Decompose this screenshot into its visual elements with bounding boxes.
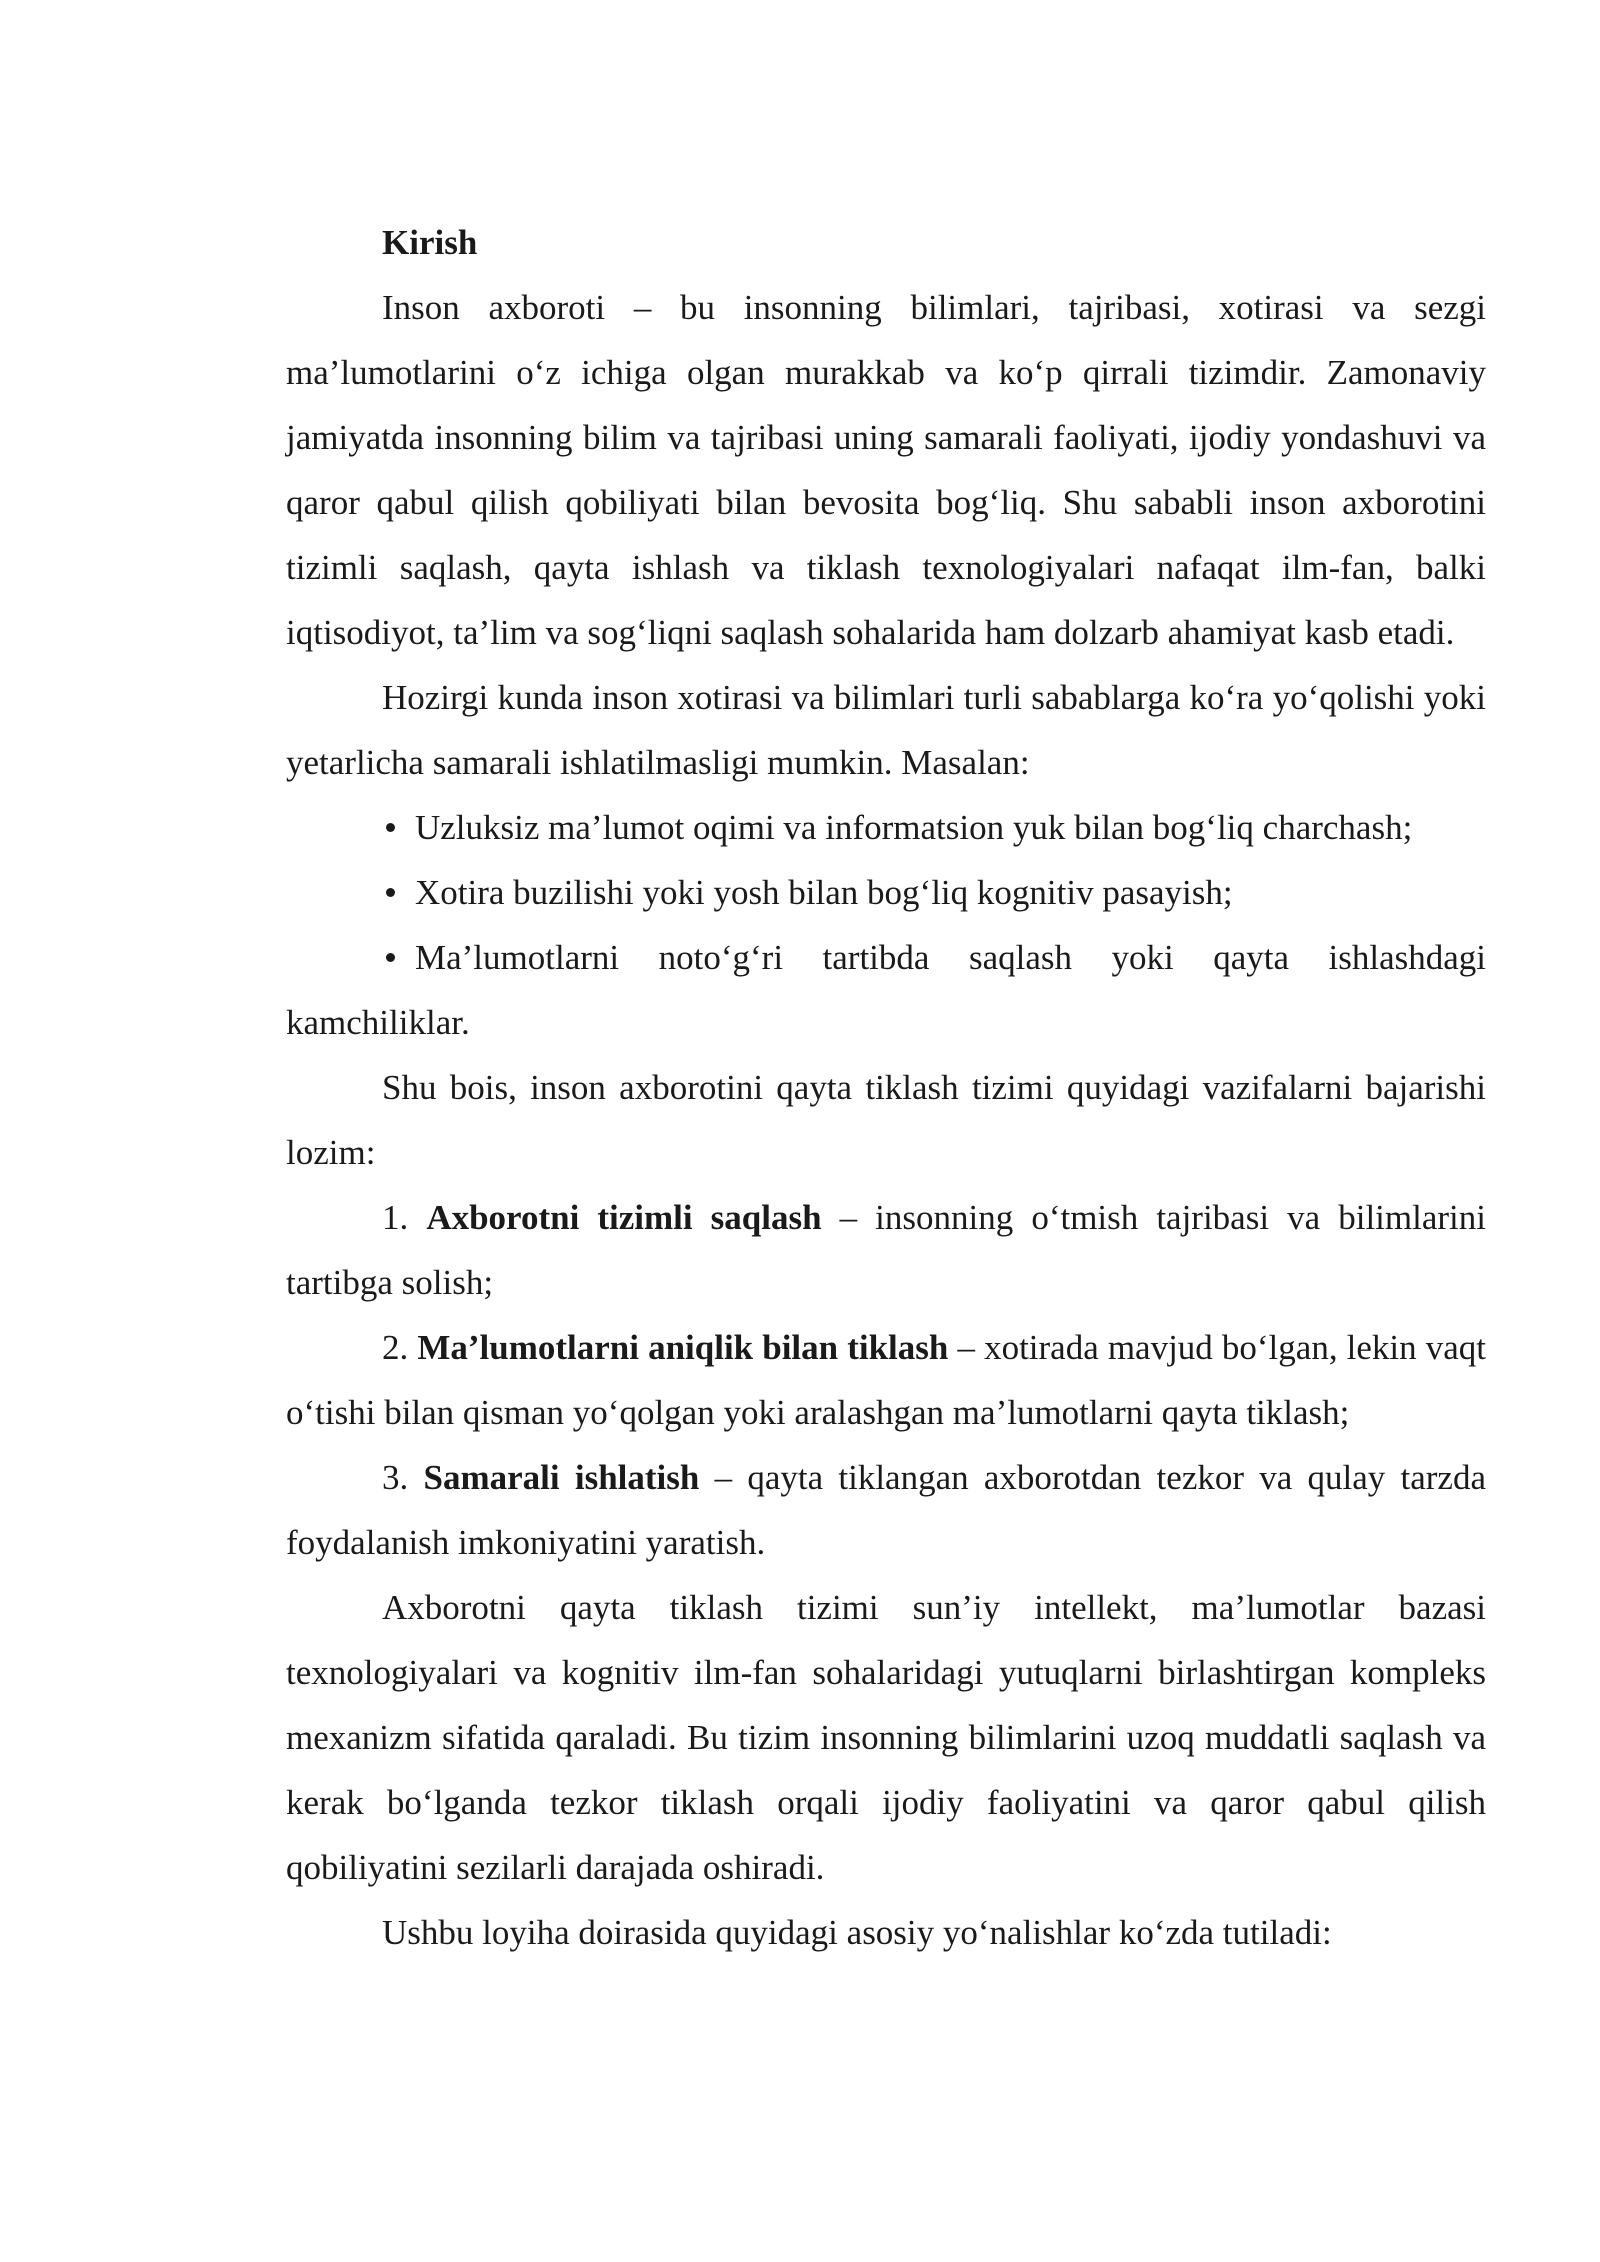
bullet-item — [286, 795, 1486, 860]
paragraph-intro: Inson axboroti – bu insonning bilimlari, tajribasi, xotirasi va sezgi ma’lumotlarini o‘z ichiga olgan murakkab va ko‘p qirrali tizimdir. Zamonaviy jamiyatda insonning bilim va tajribasi uning samarali faoliyati, ijodiy yondashuvi va qaror qabul qilish qobiliyati bilan bevosita bog‘liq. Shu sababli inson axborotini tizimli saqlash, qayta ishlash va tiklash texnologiyalari nafaqat ilm-fan, balki iqtisodiyot, ta’lim va sog‘liqni saqlash sohalarida ham dolzarb ahamiyat kasb etadi. — [286, 288, 1486, 652]
paragraph-reasons: Hozirgi kunda inson xotirasi va bilimlari turli sabablarga ko‘ra yo‘qolishi yoki yetarlicha samarali ishlatilmasligi mumkin. Masalan: — [286, 678, 1486, 782]
bullet-item-text: Uzluksiz ma’lumot oqimi va informatsion yuk bilan bog‘liq charchash; — [415, 808, 1413, 847]
section-heading: Kirish — [382, 223, 478, 262]
numbered-item — [286, 1445, 1486, 1575]
bullet-dot-icon — [386, 823, 395, 832]
numbered-item-text: – xotirada mavjud bo‘lgan, lekin vaqt o‘tishi bilan qisman yo‘qolgan yoki aralashgan ma’lumotlarni qayta tiklash; — [286, 1328, 1486, 1432]
bullet-item-text: Ma’lumotlarni noto‘g‘ri tartibda saqlash yoki qayta ishlashdagi kamchiliklar. — [286, 938, 1486, 1042]
numbered-item-number: 2. — [382, 1328, 409, 1367]
numbered-item-number: 3. — [382, 1458, 409, 1497]
numbered-item — [286, 1315, 1486, 1445]
numbered-item-title: Ma’lumotlarni aniqlik bilan tiklash — [417, 1328, 949, 1367]
bullet-dot-icon — [386, 888, 395, 897]
numbered-item-text: – insonning o‘tmish tajribasi va bilimlarini tartibga solish; — [286, 1198, 1486, 1302]
numbered-item-title: Axborotni tizimli saqlash — [426, 1198, 822, 1237]
paragraph-tasks: Shu bois, inson axborotini qayta tiklash tizimi quyidagi vazifalarni bajarishi lozim: — [286, 1068, 1486, 1172]
numbered-item-text: – qayta tiklangan axborotdan tezkor va qulay tarzda foydalanish imkoniyatini yaratish. — [286, 1458, 1487, 1562]
paragraph-directions: Ushbu loyiha doirasida quyidagi asosiy yo‘nalishlar ko‘zda tutiladi: — [382, 1913, 1332, 1952]
paragraph-system: Axborotni qayta tiklash tizimi sun’iy intellekt, ma’lumotlar bazasi texnologiyalari va kognitiv ilm-fan sohalaridagi yutuqlarni birlashtirgan kompleks mexanizm sifatida qaraladi. Bu tizim insonning bilimlarini uzoq muddatli saqlash va kerak bo‘lganda tezkor tiklash orqali ijodiy faoliyatini va qaror qabul qilish qobiliyatini sezilarli darajada oshiradi. — [286, 1588, 1486, 1887]
numbered-item-number: 1. — [382, 1198, 409, 1237]
bullet-item-text: Xotira buzilishi yoki yosh bilan bog‘liq kognitiv pasayish; — [415, 873, 1233, 912]
document-page — [286, 210, 1486, 1965]
numbered-item-title: Samarali ishlatish — [423, 1458, 700, 1497]
bullet-dot-icon — [386, 953, 395, 962]
bullet-item — [286, 925, 1486, 1055]
bullet-item — [286, 860, 1486, 925]
numbered-item — [286, 1185, 1486, 1315]
